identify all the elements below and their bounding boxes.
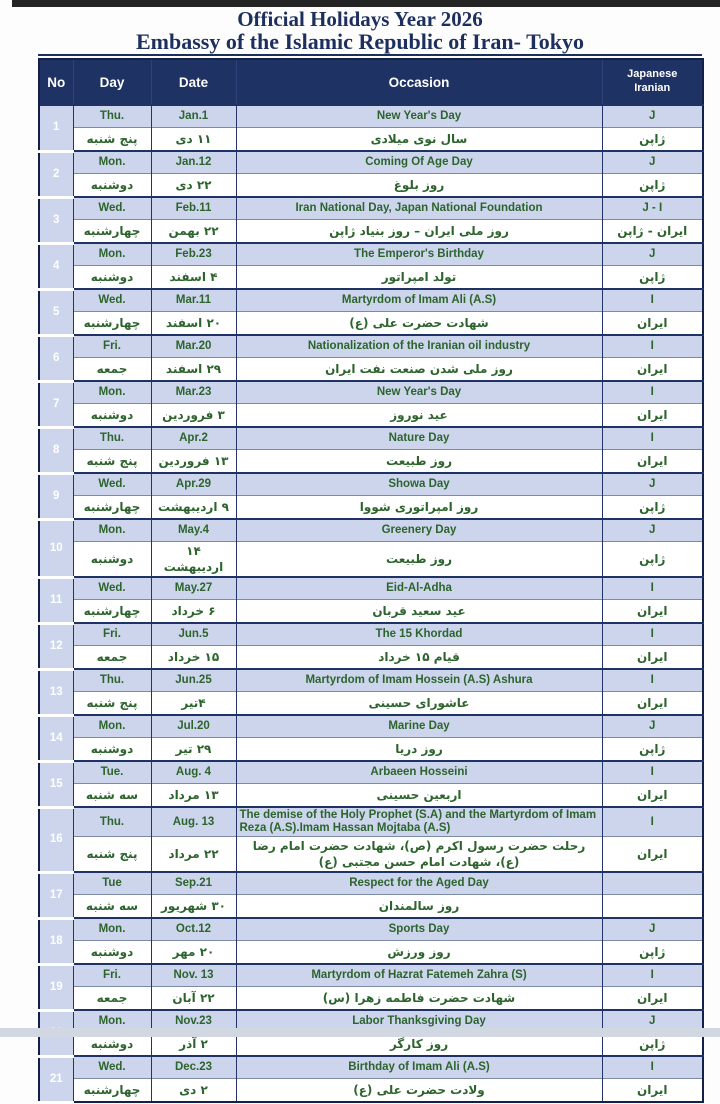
page-title: Official Holidays Year 2026 (237, 7, 483, 31)
table-row-english (39, 151, 703, 174)
table-row-persian (39, 692, 703, 716)
day-cell-en: Wed. (73, 1056, 151, 1079)
country-cell-fa: ایران (602, 312, 703, 336)
day-cell-fa: جمعه (73, 987, 151, 1011)
country-cell-en: J (602, 1010, 703, 1033)
date-cell-fa: ۲۰ مهر (151, 941, 236, 965)
col-header-country-line1: Japanese (627, 68, 678, 81)
country-cell-fa: ژاپن (602, 542, 703, 578)
day-cell-fa: چهارشنبه (73, 220, 151, 244)
day-cell-fa: پنج شنبه (73, 837, 151, 873)
date-cell-fa: ۱۳ فروردین (151, 450, 236, 474)
day-cell-en: Mon. (73, 243, 151, 266)
row-number: 5 (39, 289, 73, 335)
table-row-persian (39, 358, 703, 382)
day-cell-en: Wed. (73, 197, 151, 220)
table-row-persian (39, 266, 703, 290)
day-cell-en: Mon. (73, 151, 151, 174)
occasion-cell-en: Martyrdom of Imam Ali (A.S) (236, 289, 602, 312)
date-cell-en: Dec.23 (151, 1056, 236, 1079)
date-cell-en: Oct.12 (151, 918, 236, 941)
country-cell-fa: ژاپن (602, 1033, 703, 1057)
country-cell-fa: ژاپن (602, 941, 703, 965)
row-number: 2 (39, 151, 73, 197)
date-cell-fa: ۲۲ بهمن (151, 220, 236, 244)
table-row-english (39, 577, 703, 600)
day-cell-fa: دوشنبه (73, 174, 151, 198)
table-row-persian (39, 600, 703, 624)
occasion-cell-en: Labor Thanksgiving Day (236, 1010, 602, 1033)
date-cell-en: Mar.20 (151, 335, 236, 358)
occasion-cell-fa: شهادت حضرت فاطمه زهرا (س) (236, 987, 602, 1011)
day-cell-en: Thu. (73, 427, 151, 450)
table-row-persian (39, 542, 703, 578)
row-number: 9 (39, 473, 73, 519)
occasion-cell-en: Arbaeen Hosseini (236, 761, 602, 784)
table-row-english (39, 381, 703, 404)
date-cell-fa: ۳۰ شهریور (151, 895, 236, 919)
occasion-cell-en: Nationalization of the Iranian oil industry (236, 335, 602, 358)
table-row-english (39, 807, 703, 837)
row-number: 10 (39, 519, 73, 577)
country-cell-en: I (602, 289, 703, 312)
day-cell-fa: جمعه (73, 646, 151, 670)
day-cell-fa: پنج شنبه (73, 128, 151, 152)
occasion-cell-fa: اربعین حسینی (236, 784, 602, 808)
country-cell-fa: ژاپن (602, 128, 703, 152)
day-cell-fa: پنج شنبه (73, 450, 151, 474)
occasion-cell-en: The Emperor's Birthday (236, 243, 602, 266)
country-cell-fa: ژاپن (602, 174, 703, 198)
date-cell-en: Feb.11 (151, 197, 236, 220)
table-row-persian (39, 941, 703, 965)
table-row-english (39, 918, 703, 941)
holidays-table-body (39, 105, 703, 1102)
day-cell-en: Thu. (73, 105, 151, 128)
occasion-cell-en: Nature Day (236, 427, 602, 450)
holidays-table (38, 58, 704, 1104)
date-cell-en: Mar.11 (151, 289, 236, 312)
country-cell-en: J (602, 243, 703, 266)
occasion-cell-en: Marine Day (236, 715, 602, 738)
table-row-persian (39, 312, 703, 336)
col-header-no: No (39, 59, 73, 105)
table-row-persian (39, 128, 703, 152)
table-row-persian (39, 174, 703, 198)
country-cell-en: I (602, 807, 703, 837)
row-number: 15 (39, 761, 73, 807)
country-cell-en: I (602, 669, 703, 692)
day-cell-en: Thu. (73, 669, 151, 692)
row-number: 7 (39, 381, 73, 427)
table-row-persian (39, 496, 703, 520)
document-header (0, 0, 720, 53)
day-cell-fa: جمعه (73, 358, 151, 382)
country-cell-fa: ایران (602, 987, 703, 1011)
title-underline (38, 54, 702, 56)
day-cell-en: Tue (73, 872, 151, 895)
date-cell-fa: ۱۵ خرداد (151, 646, 236, 670)
table-row-english (39, 197, 703, 220)
country-cell-fa: ژاپن (602, 266, 703, 290)
date-cell-en: May.27 (151, 577, 236, 600)
table-row-persian (39, 220, 703, 244)
table-row-english (39, 427, 703, 450)
table-row-persian (39, 1079, 703, 1103)
country-cell-fa: ایران (602, 837, 703, 873)
country-cell-fa: ایران (602, 646, 703, 670)
occasion-cell-fa: قیام ۱۵ خرداد (236, 646, 602, 670)
country-cell-en: J (602, 105, 703, 128)
row-number: 1 (39, 105, 73, 151)
country-cell-fa: ژاپن (602, 496, 703, 520)
date-cell-en: May.4 (151, 519, 236, 542)
occasion-cell-en: Eid-Al-Adha (236, 577, 602, 600)
country-cell-en: J (602, 918, 703, 941)
date-cell-en: Jul.20 (151, 715, 236, 738)
country-cell-fa: ایران (602, 692, 703, 716)
table-row-persian (39, 895, 703, 919)
day-cell-fa: دوشنبه (73, 404, 151, 428)
country-cell-en: J (602, 519, 703, 542)
day-cell-en: Wed. (73, 289, 151, 312)
col-header-country (602, 59, 703, 105)
row-number: 4 (39, 243, 73, 289)
table-row-english (39, 872, 703, 895)
top-scan-bar (12, 0, 720, 7)
row-number: 14 (39, 715, 73, 761)
occasion-cell-fa: روز بلوغ (236, 174, 602, 198)
table-row-english (39, 669, 703, 692)
date-cell-fa: ۲ آذر (151, 1033, 236, 1057)
date-cell-fa: ۲ دی (151, 1079, 236, 1103)
country-cell-en: J (602, 473, 703, 496)
bottom-scan-bar (0, 1028, 720, 1037)
day-cell-en: Mon. (73, 715, 151, 738)
country-cell-en: J (602, 715, 703, 738)
occasion-cell-fa: روز دریا (236, 738, 602, 762)
table-row-persian (39, 450, 703, 474)
occasion-cell-fa: روز طبیعت (236, 450, 602, 474)
table-row-english (39, 335, 703, 358)
row-number: 13 (39, 669, 73, 715)
day-cell-fa: چهارشنبه (73, 496, 151, 520)
occasion-cell-en: The 15 Khordad (236, 623, 602, 646)
row-number: 18 (39, 918, 73, 964)
day-cell-fa: پنج شنبه (73, 692, 151, 716)
table-row-persian (39, 404, 703, 428)
day-cell-en: Fri. (73, 623, 151, 646)
country-cell-fa: ایران - ژاپن (602, 220, 703, 244)
date-cell-en: Nov.23 (151, 1010, 236, 1033)
day-cell-fa: دوشنبه (73, 941, 151, 965)
table-row-persian (39, 738, 703, 762)
day-cell-fa: چهارشنبه (73, 1079, 151, 1103)
table-row-persian (39, 784, 703, 808)
occasion-cell-en: Iran National Day, Japan National Foundation (236, 197, 602, 220)
day-cell-fa: سه شنبه (73, 784, 151, 808)
day-cell-en: Tue. (73, 761, 151, 784)
row-number: 8 (39, 427, 73, 473)
row-number: 6 (39, 335, 73, 381)
day-cell-en: Wed. (73, 473, 151, 496)
table-row-english (39, 473, 703, 496)
country-cell-fa: ایران (602, 450, 703, 474)
date-cell-fa: ۲۹ تیر (151, 738, 236, 762)
table-row-english (39, 761, 703, 784)
country-cell-en: I (602, 761, 703, 784)
day-cell-fa: دوشنبه (73, 738, 151, 762)
day-cell-en: Mon. (73, 519, 151, 542)
occasion-cell-fa: روز کارگر (236, 1033, 602, 1057)
day-cell-en: Mon. (73, 918, 151, 941)
country-cell-en (602, 872, 703, 895)
table-row-english (39, 1056, 703, 1079)
date-cell-en: Jan.12 (151, 151, 236, 174)
day-cell-fa: چهارشنبه (73, 312, 151, 336)
date-cell-en: Jun.5 (151, 623, 236, 646)
day-cell-en: Wed. (73, 577, 151, 600)
occasion-cell-en: Greenery Day (236, 519, 602, 542)
country-cell-en: J - I (602, 197, 703, 220)
table-row-persian (39, 837, 703, 873)
day-cell-en: Mon. (73, 1010, 151, 1033)
country-cell-en: J (602, 151, 703, 174)
day-cell-fa: دوشنبه (73, 542, 151, 578)
date-cell-en: Sep.21 (151, 872, 236, 895)
row-number: 11 (39, 577, 73, 623)
occasion-cell-fa: ولادت حضرت علی (ع) (236, 1079, 602, 1103)
date-cell-en: Mar.23 (151, 381, 236, 404)
col-header-day: Day (73, 59, 151, 105)
col-header-country-line2: Iranian (634, 82, 671, 95)
occasion-cell-en: New Year's Day (236, 381, 602, 404)
date-cell-fa: ۶ خرداد (151, 600, 236, 624)
table-row-persian (39, 987, 703, 1011)
date-cell-fa: ۱۳ مرداد (151, 784, 236, 808)
table-row-english (39, 715, 703, 738)
country-cell-en: I (602, 577, 703, 600)
date-cell-fa: ۱۴ اردیبهشت (151, 542, 236, 578)
occasion-cell-fa: سال نوی میلادی (236, 128, 602, 152)
country-cell-en: I (602, 964, 703, 987)
table-row-english (39, 289, 703, 312)
occasion-cell-fa: روز ورزش (236, 941, 602, 965)
occasion-cell-fa: عید نوروز (236, 404, 602, 428)
occasion-cell-fa: روز ملی شدن صنعت نفت ایران (236, 358, 602, 382)
date-cell-fa: ۲۲ مرداد (151, 837, 236, 873)
country-cell-en: I (602, 381, 703, 404)
occasion-cell-fa: روز امپراتوری شووا (236, 496, 602, 520)
date-cell-en: Aug. 13 (151, 807, 236, 837)
country-cell-en: I (602, 1056, 703, 1079)
date-cell-fa: ۲۹ اسفند (151, 358, 236, 382)
country-cell-en: I (602, 427, 703, 450)
day-cell-fa: سه شنبه (73, 895, 151, 919)
occasion-cell-en: Respect for the Aged Day (236, 872, 602, 895)
occasion-cell-en: Showa Day (236, 473, 602, 496)
date-cell-fa: ۳ فروردین (151, 404, 236, 428)
occasion-cell-en: New Year's Day (236, 105, 602, 128)
date-cell-fa: ۴تیر (151, 692, 236, 716)
occasion-cell-en: Coming Of Age Day (236, 151, 602, 174)
country-cell-fa (602, 895, 703, 919)
occasion-cell-fa: روز سالمندان (236, 895, 602, 919)
table-header (39, 59, 703, 105)
day-cell-fa: دوشنبه (73, 1033, 151, 1057)
table-row-english (39, 623, 703, 646)
date-cell-en: Apr.2 (151, 427, 236, 450)
date-cell-fa: ۲۲ آبان (151, 987, 236, 1011)
col-header-occasion: Occasion (236, 59, 602, 105)
day-cell-en: Mon. (73, 381, 151, 404)
page-subtitle: Embassy of the Islamic Republic of Iran- Tokyo (135, 29, 584, 55)
day-cell-fa: دوشنبه (73, 266, 151, 290)
date-cell-fa: ۲۰ اسفند (151, 312, 236, 336)
table-row-english (39, 964, 703, 987)
country-cell-fa: ایران (602, 784, 703, 808)
day-cell-en: Fri. (73, 964, 151, 987)
country-cell-fa: ژاپن (602, 738, 703, 762)
occasion-cell-en: The demise of the Holy Prophet (S.A) and the Martyrdom of Imam Reza (A.S).Imam Hassan Mojtaba (A.S) (236, 807, 602, 837)
date-cell-en: Aug. 4 (151, 761, 236, 784)
occasion-cell-fa: تولد امپراتور (236, 266, 602, 290)
day-cell-en: Fri. (73, 335, 151, 358)
day-cell-en: Thu. (73, 807, 151, 837)
date-cell-fa: ۱۱ دی (151, 128, 236, 152)
date-cell-en: Jan.1 (151, 105, 236, 128)
country-cell-fa: ایران (602, 404, 703, 428)
row-number: 21 (39, 1056, 73, 1102)
occasion-cell-fa: رحلت حضرت رسول اکرم (ص)، شهادت حضرت امام رضا (ع)، شهادت امام حسن مجتبی (ع) (236, 837, 602, 873)
occasion-cell-fa: عاشورای حسینی (236, 692, 602, 716)
date-cell-fa: ۴ اسفند (151, 266, 236, 290)
table-row-english (39, 519, 703, 542)
occasion-cell-en: Martyrdom of Hazrat Fatemeh Zahra (S) (236, 964, 602, 987)
day-cell-fa: چهارشنبه (73, 600, 151, 624)
occasion-cell-en: Sports Day (236, 918, 602, 941)
country-cell-fa: ایران (602, 600, 703, 624)
occasion-cell-fa: عید سعید قربان (236, 600, 602, 624)
row-number: 16 (39, 807, 73, 872)
occasion-cell-en: Birthday of Imam Ali (A.S) (236, 1056, 602, 1079)
row-number: 3 (39, 197, 73, 243)
date-cell-en: Jun.25 (151, 669, 236, 692)
table-row-english (39, 105, 703, 128)
occasion-cell-fa: شهادت حضرت علی (ع) (236, 312, 602, 336)
table-row-english (39, 243, 703, 266)
date-cell-en: Apr.29 (151, 473, 236, 496)
occasion-cell-fa: روز ملی ایران – روز بنیاد ژاپن (236, 220, 602, 244)
country-cell-en: I (602, 335, 703, 358)
occasion-cell-en: Martyrdom of Imam Hossein (A.S) Ashura (236, 669, 602, 692)
row-number: 17 (39, 872, 73, 918)
table-row-persian (39, 646, 703, 670)
row-number: 19 (39, 964, 73, 1010)
date-cell-fa: ۲۲ دی (151, 174, 236, 198)
col-header-date: Date (151, 59, 236, 105)
country-cell-en: I (602, 623, 703, 646)
country-cell-fa: ایران (602, 358, 703, 382)
country-cell-fa: ایران (602, 1079, 703, 1103)
date-cell-fa: ۹ اردیبهشت (151, 496, 236, 520)
row-number: 12 (39, 623, 73, 669)
occasion-cell-fa: روز طبیعت (236, 542, 602, 578)
date-cell-en: Feb.23 (151, 243, 236, 266)
date-cell-en: Nov. 13 (151, 964, 236, 987)
